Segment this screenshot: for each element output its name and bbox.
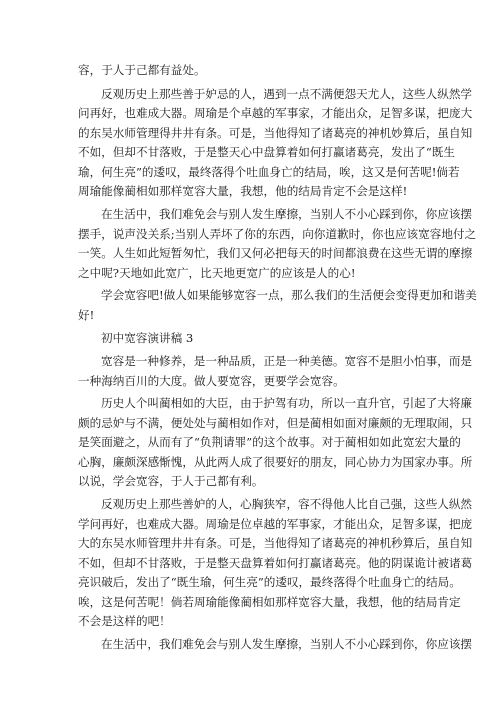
text-line: 宽容是一种修养，是一种品质，正是一种美德。宽容不是胆小怕事，而是 — [101, 354, 473, 368]
section-heading: 初中宽容演讲稿 3 — [101, 331, 194, 345]
text-line: 心胸，廉颇深感惭愧，从此两人成了很要好的朋友，同心协力为国家办事。所 — [78, 455, 473, 469]
text-line: 亮识破后，发出了“既生瑜，何生亮”的逶叹，最终落得个吐血身亡的结局。 — [78, 575, 461, 589]
text-line: 一笑。人生如此短暂匆忙，我们又何必把每天的时间都浪费在这些无谓的摩擦 — [78, 246, 473, 260]
text-line: 在生活中，我们难免会与别人发生摩擦，当别人不小心踩到你，你应该摆 — [101, 207, 473, 221]
text-line: 大的东吴水师管理井井有条。可是，当他得知了诸葛亮的神机秒算后，虽自知 — [78, 536, 473, 550]
text-line: 容，于人于己都有益处。 — [78, 63, 206, 77]
text-line: 之中呢?天地如此宽广，比天地更宽广的应该是人的心! — [78, 266, 356, 280]
text-line: 好! — [78, 308, 95, 322]
text-line: 历史人个叫蔺相如的大臣，由于护驾有功，所以一直升官，引起了大将廉 — [101, 396, 473, 410]
text-line: 不如，但却不甘落败，于是整天心中盘算着如何打赢诸葛亮，发出了“既生 — [78, 145, 455, 159]
text-line: 学会宽容吧!做人如果能够宽容一点，那么我们的生活便会变得更加和谐美 — [101, 288, 477, 302]
text-line: 周瑜能像蔺相如那样宽容大量，我想，他的结局肯定不会是这样! — [78, 184, 408, 198]
text-line: 反观历史上那些善妒的人，心胸狭窄，容不得他人比自己强，这些人纵然 — [101, 497, 473, 511]
text-line: 瑜，何生亮”的逶叹，最终落得个吐血身亡的结局，唉，这又是何苦呢!倘若 — [78, 165, 460, 179]
text-line: 问再好，也难成大器。周瑜是个卓越的军事家，才能出众，足智多谋，把庞大 — [78, 106, 473, 120]
text-line: 是笑面避之，从而有了“负荆请罪”的这个故事。对于蔺相如如此宽宏大量的 — [78, 435, 461, 449]
text-line: 唉，这是何苦呢！倘若周瑜能像蔺相如那样宽容大量，我想，他的结局肯定 — [78, 595, 461, 609]
text-line: 学问再好，也难成大器。周瑜是位卓越的军事家，才能出众，足智多谋，把庞 — [78, 517, 473, 531]
text-line: 不会是这样的吧！ — [78, 614, 171, 628]
text-line: 一种海纳百川的大度。做人要宽容，更要学会宽容。 — [78, 374, 345, 388]
text-line: 的东吴水师管理得井井有条。可是，当他得知了诸葛亮的神机妙算后，虽自知 — [78, 126, 473, 140]
text-line: 以说，学会宽容，于人于己都有利。 — [78, 474, 264, 488]
text-line: 颇的忌妒与不满，便处处与蔺相如作对，但是蔺相如面对廉颇的无理取闹，只 — [78, 416, 473, 430]
text-line: 在生活中，我们难免会与别人发生摩擦，当别人不小心踩到你，你应该摆 — [101, 637, 473, 651]
text-line: 不如，但却不甘落败，于是整天盘算着如何打赢诸葛亮。他的阴谋诡计被诸葛 — [78, 556, 473, 570]
text-line: 反观历史上那些善于妒忌的人，遇到一点不满便怨天尤人，这些人纵然学 — [101, 87, 473, 101]
text-line: 摆手，说声没关系;当别人弄坏了你的东西，向你道歉时，你也应该宽容地付之 — [78, 227, 477, 241]
